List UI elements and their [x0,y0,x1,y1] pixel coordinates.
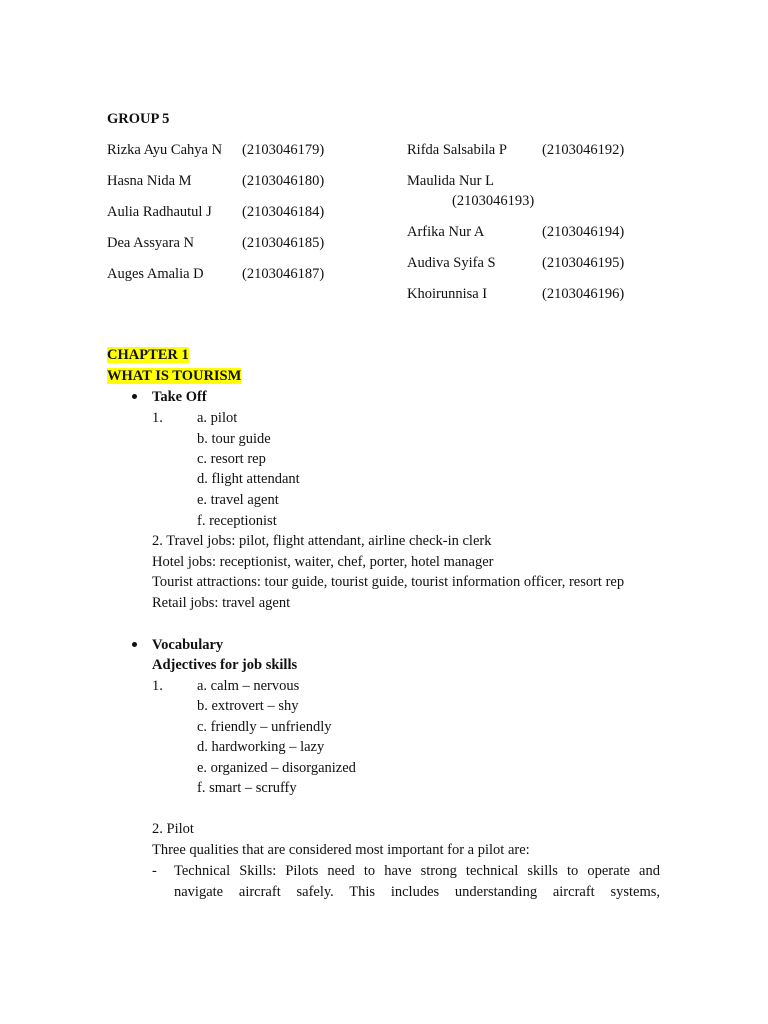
member-id: (2103046195) [542,255,625,271]
member-id: (2103046187) [242,266,325,282]
body-line: 2. Travel jobs: pilot, flight attendant, airline check-in clerk [152,533,492,549]
list-item: e. organized – disorganized [197,760,356,776]
list-item: f. receptionist [197,513,277,529]
dash-marker: - [152,863,157,879]
member-name: Hasna Nida M [107,173,192,189]
member-name: Rizka Ayu Cahya N [107,142,223,158]
body-line: Tourist attractions: tour guide, tourist guide, tourist information officer, resort rep [152,574,625,590]
pilot-label: 2. Pilot [152,821,194,837]
member-name: Aulia Radhautul J [107,204,212,220]
list-item: e. travel agent [197,492,279,508]
member-id: (2103046193) [452,193,535,209]
member-id: (2103046185) [242,235,325,251]
member-id: (2103046179) [242,142,325,158]
list-item: d. hardworking – lazy [197,739,325,755]
member-name: Arfika Nur A [407,224,485,240]
pilot-paragraph-line: Technical Skills: Pilots need to have strong technical skills to operate and [174,863,660,879]
member-name: Auges Amalia D [107,266,204,282]
bullet-icon [132,394,137,399]
group-title: GROUP 5 [107,111,170,127]
member-name: Rifda Salsabila P [407,142,507,158]
pilot-intro: Three qualities that are considered most important for a pilot are: [152,842,530,858]
list-item: f. smart – scruffy [197,780,297,796]
member-id: (2103046196) [542,286,625,302]
list-item: a. pilot [197,410,238,426]
list-item: a. calm – nervous [197,678,300,694]
list-item: c. friendly – unfriendly [197,719,332,735]
member-id: (2103046192) [542,142,625,158]
body-line: Retail jobs: travel agent [152,595,291,611]
chapter-label: CHAPTER 1 [107,347,189,363]
list-item: c. resort rep [197,451,266,467]
member-name: Audiva Syifa S [407,255,496,271]
member-name: Dea Assyara N [107,235,194,251]
list-item: d. flight attendant [197,471,300,487]
pilot-paragraph-line: navigate aircraft safely. This includes understanding aircraft systems, [174,884,660,900]
body-line: Hotel jobs: receptionist, waiter, chef, porter, hotel manager [152,554,494,570]
member-name: Khoirunnisa I [407,286,488,302]
list-item: b. extrovert – shy [197,698,299,714]
member-id: (2103046180) [242,173,325,189]
member-id: (2103046194) [542,224,625,240]
chapter-title: WHAT IS TOURISM [107,368,242,384]
list-item: b. tour guide [197,431,271,447]
list-number: 1. [152,410,163,426]
section-heading-take-off: Take Off [152,389,207,405]
list-number: 1. [152,678,163,694]
member-name: Maulida Nur L [407,173,494,189]
member-id: (2103046184) [242,204,325,220]
bullet-icon [132,642,137,647]
section-heading-vocabulary: Vocabulary [152,637,224,653]
section-subheading: Adjectives for job skills [152,657,298,673]
